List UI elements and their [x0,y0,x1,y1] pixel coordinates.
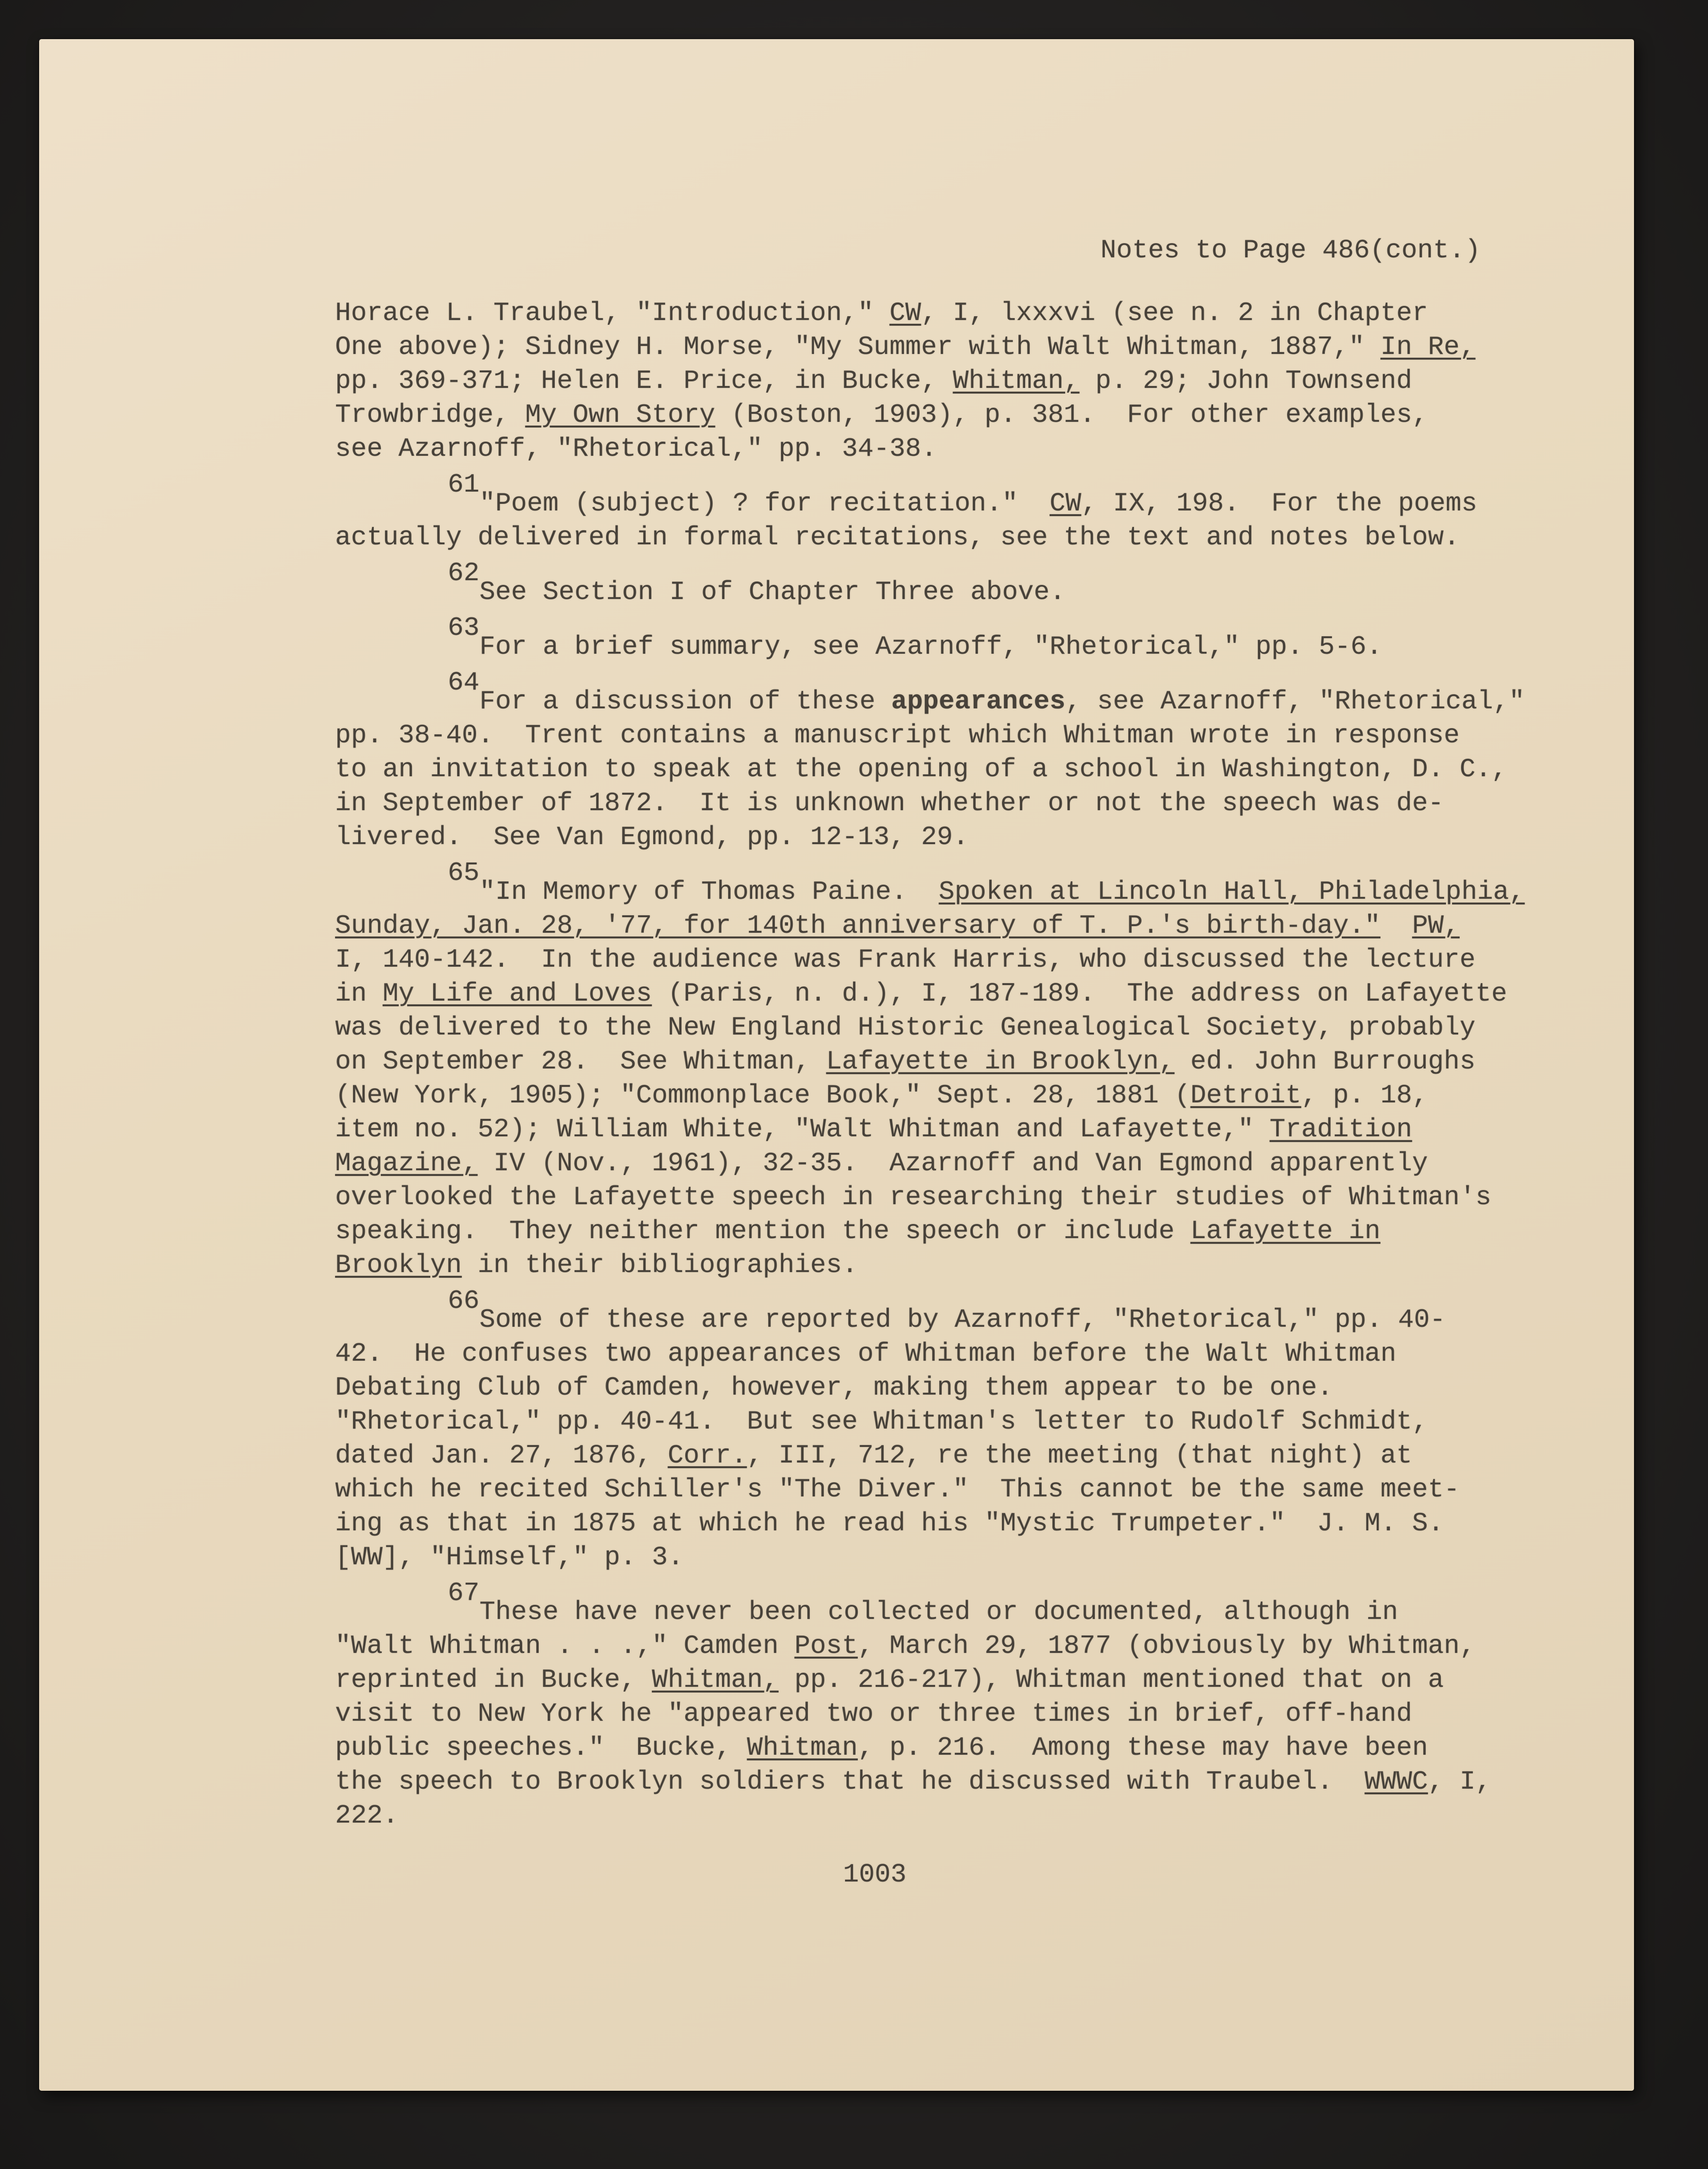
typewritten-line [335,909,1579,943]
text-segment: on September 28. See Whitman, [335,1046,826,1076]
typewritten-line [335,432,1579,466]
text-segment: "Walt Whitman . . .," Camden [335,1631,795,1661]
text-segment: For a discussion of these [479,686,891,716]
footnote-number: 66 [448,1286,480,1316]
text-segment: "Rhetorical," pp. 40-41. But see Whitman's letter to Rudolf Schmidt, [335,1406,1428,1437]
footnote-number: 65 [448,858,480,888]
footnote-63 [335,613,1579,664]
typewritten-line [335,364,1579,398]
text-segment: In Re, [1380,332,1476,362]
typewritten-line [335,1214,1579,1248]
typewritten-line [335,1011,1579,1044]
text-segment: ing as that in 1875 at which he read his "Mystic Trumpeter." J. M. S. [335,1508,1444,1538]
text-segment: Lafayette in [1190,1216,1380,1246]
text-segment: My Own Story [525,400,715,430]
footnote-65 [335,858,1579,1282]
text-segment: , March 29, 1877 (obviously by Whitman, [857,1631,1476,1661]
text-segment: item no. 52); William White, "Walt Whitman and Lafayette," [335,1114,1270,1144]
typewritten-line [335,558,1579,609]
text-segment: Whitman, [953,366,1080,396]
text-segment: , see Azarnoff, "Rhetorical," [1065,686,1525,716]
text-segment [1380,911,1412,941]
typewritten-line [335,1078,1579,1112]
typewritten-line [335,1663,1579,1697]
typewritten-line [335,943,1579,977]
text-segment: Sunday, Jan. 28, '77, for 140th anniversary of T. P.'s birth-day." [335,911,1380,941]
text-segment: WWWC [1364,1766,1428,1797]
text-segment: [WW], "Himself," p. 3. [335,1542,684,1572]
text-segment: speaking. They neither mention the speech or include [335,1216,1191,1246]
typewritten-line [335,1248,1579,1282]
typewritten-line [335,398,1579,432]
typewritten-line [335,520,1579,554]
footnote-number: 61 [448,469,480,500]
text-segment: (New York, 1905); "Commonplace Book," Sept. 28, 1881 ( [335,1080,1191,1110]
text-segment: 42. He confuses two appearances of Whitman before the Walt Whitman [335,1339,1396,1369]
text-segment: Some of these are reported by Azarnoff, "Rhetorical," pp. 40- [479,1305,1446,1335]
text-segment: reprinted in Bucke, [335,1665,652,1695]
text-segment: pp. 216-217), Whitman mentioned that on a [778,1665,1444,1695]
typewritten-line [335,786,1579,820]
text-segment: was delivered to the New England Historic Genealogical Society, probably [335,1012,1476,1043]
text-segment: IV (Nov., 1961), 32-35. Azarnoff and Van Egmond apparently [477,1148,1428,1178]
typewritten-line [335,613,1579,664]
typewritten-line [335,469,1579,520]
text-segment: (Boston, 1903), p. 381. For other examples, [715,400,1428,430]
text-segment: Tradition [1269,1114,1412,1144]
text-segment: appearances [891,686,1066,716]
footnote-66 [335,1286,1579,1574]
text-segment: Magazine, [335,1148,478,1178]
text-segment: For a brief summary, see Azarnoff, "Rhetorical," pp. 5-6. [479,632,1382,662]
text-segment: See Section I of Chapter Three above. [479,577,1066,607]
typewritten-line [335,1506,1579,1540]
footnote-61 [335,469,1579,554]
text-segment: which he recited Schiller's "The Diver." This cannot be the same meet- [335,1474,1460,1504]
footnote-number: 62 [448,558,480,588]
typewritten-line [335,1629,1579,1663]
typewritten-line [335,1286,1579,1337]
typewritten-line [335,1472,1579,1506]
typewritten-line [335,1180,1579,1214]
typewritten-line [335,1044,1579,1078]
text-segment: actually delivered in formal recitations, see the text and notes below. [335,522,1460,552]
typewritten-line [335,330,1579,364]
text-segment: "In Memory of Thomas Paine. [479,877,939,907]
text-segment: Post [794,1631,858,1661]
text-segment: livered. See Van Egmond, pp. 12-13, 29. [335,822,969,852]
text-segment: Lafayette in Brooklyn, [826,1046,1175,1076]
text-segment: Debating Club of Camden, however, making them appear to be one. [335,1372,1333,1403]
typewritten-line [335,858,1579,909]
typewritten-line [335,1112,1579,1146]
typewritten-line [335,752,1579,786]
text-segment: ed. John Burroughs [1174,1046,1476,1076]
text-segment: the speech to Brooklyn soldiers that he discussed with Traubel. [335,1766,1365,1797]
typewritten-line [335,718,1579,752]
text-segment: CW [1050,488,1082,518]
typewritten-line [335,1731,1579,1765]
continued-paragraph [335,296,1579,466]
text-segment: in September of 1872. It is unknown whether or not the speech was de- [335,788,1444,818]
typewritten-line [335,1146,1579,1180]
text-segment: overlooked the Lafayette speech in researching their studies of Whitman's [335,1182,1492,1212]
text-segment: , IX, 198. For the poems [1081,488,1478,518]
typewritten-line [335,1438,1579,1472]
typewritten-line [335,1799,1579,1832]
text-segment: in their bibliographies. [461,1250,858,1280]
footnote-67 [335,1578,1579,1832]
text-segment: Whitman [747,1733,858,1763]
text-segment: Whitman, [652,1665,779,1695]
footnote-number: 67 [448,1578,480,1608]
text-segment: "Poem (subject) ? for recitation." [479,488,1050,518]
typewritten-line [335,1405,1579,1438]
typewritten-line [335,1765,1579,1799]
typewritten-line [335,820,1579,854]
running-head: Notes to Page 486(cont.) [1100,235,1481,265]
text-segment: , p. 216. Among these may have been [858,1733,1428,1763]
text-body [335,296,1579,1832]
text-segment: dated Jan. 27, 1876, [335,1440,668,1471]
text-segment: (Paris, n. d.), I, 187-189. The address on Lafayette [652,978,1507,1009]
text-segment: Trowbridge, [335,400,526,430]
text-segment: 222. [335,1800,399,1831]
typewritten-line [335,1540,1579,1574]
typewritten-line [335,296,1579,330]
text-segment: One above); Sidney H. Morse, "My Summer with Walt Whitman, 1887," [335,332,1380,362]
text-segment: Detroit [1190,1080,1301,1110]
text-segment: Spoken at Lincoln Hall, Philadelphia, [938,877,1525,907]
text-segment: , III, 712, re the meeting (that night) at [747,1440,1412,1471]
text-segment: see Azarnoff, "Rhetorical," pp. 34-38. [335,434,937,464]
text-segment: PW, [1412,911,1460,941]
text-segment: Corr. [667,1440,747,1471]
text-segment: p. 29; John Townsend [1079,366,1412,396]
footnote-number: 64 [448,667,480,698]
text-segment: Brooklyn [335,1250,462,1280]
text-segment: pp. 369-371; Helen E. Price, in Bucke, [335,366,953,396]
text-segment: visit to New York he "appeared two or three times in brief, off-hand [335,1699,1412,1729]
text-segment: These have never been collected or documented, although in [479,1597,1398,1627]
typewritten-line [335,977,1579,1011]
footnote-64 [335,667,1579,854]
text-segment: CW [889,298,921,328]
text-segment: , p. 18, [1301,1080,1428,1110]
text-segment: , I, [1428,1766,1492,1797]
text-segment: in [335,978,383,1009]
text-segment: pp. 38-40. Trent contains a manuscript which Whitman wrote in response [335,720,1460,750]
text-segment: to an invitation to speak at the opening of a school in Washington, D. C., [335,754,1507,784]
footnote-62 [335,558,1579,609]
text-segment: My Life and Loves [382,978,652,1009]
scanned-typewritten-page [39,39,1634,2091]
text-segment: Horace L. Traubel, "Introduction," [335,298,890,328]
text-segment: , I, lxxxvi (see n. 2 in Chapter [921,298,1428,328]
typewritten-line [335,1337,1579,1371]
typewritten-line [335,1697,1579,1731]
page-number: 1003 [843,1859,907,1890]
typewritten-line [335,667,1579,718]
footnote-number: 63 [448,613,480,643]
typewritten-line [335,1578,1579,1629]
text-segment: public speeches." Bucke, [335,1733,747,1763]
typewritten-line [335,1371,1579,1405]
text-segment: I, 140-142. In the audience was Frank Harris, who discussed the lecture [335,945,1476,975]
